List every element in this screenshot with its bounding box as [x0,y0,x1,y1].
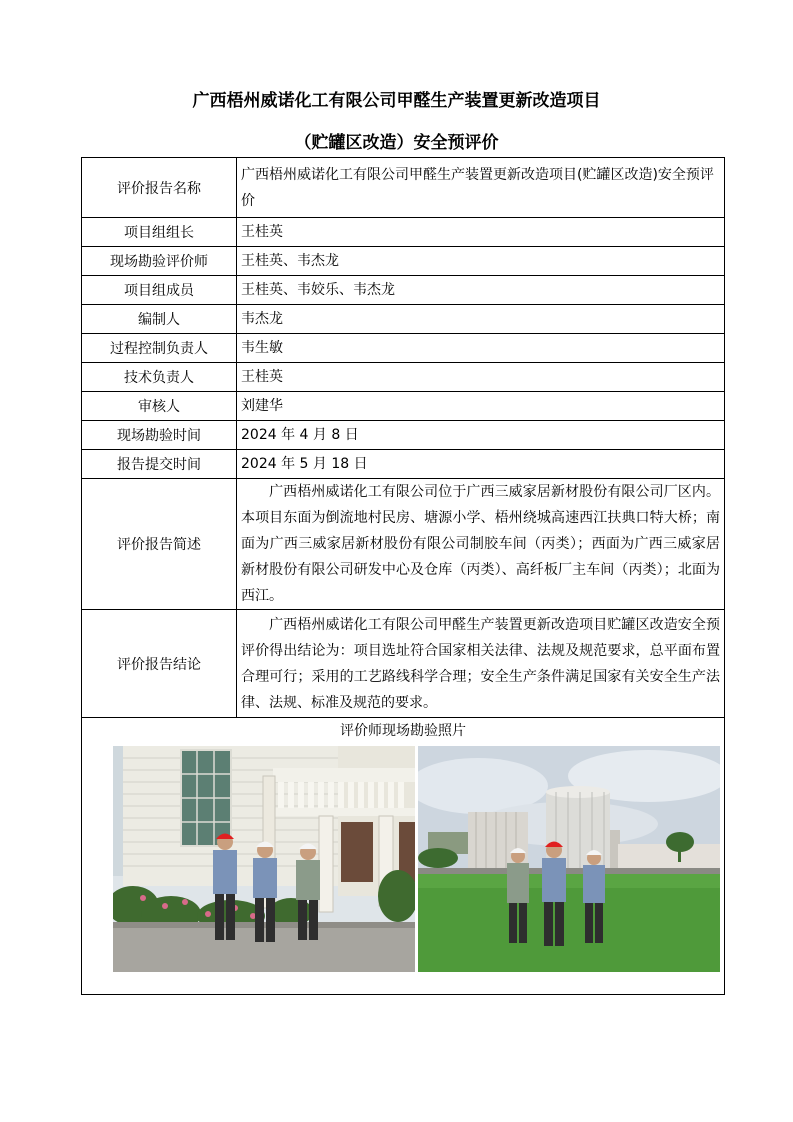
row-label-inspection-date: 现场勘验时间 [82,421,237,450]
row-value-reviewer: 刘建华 [237,392,725,421]
row-label-technical-lead: 技术负责人 [82,363,237,392]
row-value-technical-lead: 王桂英 [237,363,725,392]
row-label-report-name: 评价报告名称 [82,158,237,218]
row-value-compiler: 韦杰龙 [237,305,725,334]
conclusion-text: 广西梧州威诺化工有限公司甲醛生产装置更新改造项目贮罐区改造安全预评价得出结论为：项目选址符合国家相关法律、法规及规范要求，总平面布置合理可行；采用的工艺路线科学合理；安全生产条件满足国家有关安全生产法律、法规、标准及规范的要求。 [241,616,720,711]
row-value-team-members: 王桂英、韦姣乐、韦杰龙 [237,276,725,305]
photos-caption: 评价师现场勘验照片 [340,723,466,739]
row-value-inspection-date: 2024 年 4 月 8 日 [237,421,725,450]
row-label-team-leader: 项目组组长 [82,218,237,247]
row-value-report-name: 广西梧州威诺化工有限公司甲醛生产装置更新改造项目(贮罐区改造)安全预评价 [237,158,725,218]
row-label-reviewer: 审核人 [82,392,237,421]
table-row [82,718,725,995]
row-label-site-assessor: 现场勘验评价师 [82,247,237,276]
title-line-1: 广西梧州威诺化工有限公司甲醛生产装置更新改造项目 [192,91,601,111]
report-info-table [81,157,725,995]
photos-cell [82,718,725,995]
conclusion-label: 评价报告结论 [82,610,237,718]
table-row [82,479,725,610]
row-label-team-members: 项目组成员 [82,276,237,305]
row-value-team-leader: 王桂英 [237,218,725,247]
table-row [82,158,725,218]
summary-cell [237,479,725,610]
row-value-process-control: 韦生敏 [237,334,725,363]
table-row [82,450,725,479]
table-row [82,305,725,334]
summary-text: 广西梧州威诺化工有限公司位于广西三威家居新材股份有限公司厂区内。本项目东面为倒流地村民房、塘源小学、梧州绕城高速西江扶典口特大桥；南面为广西三威家居新材股份有限公司制胶车间（丙类）；西面为广西三威家居新材股份有限公司研发中心及仓库（丙类）、高纤板厂主车间（丙类）；北面为西江。 [241,484,720,604]
table-row [82,610,725,718]
table-row [82,276,725,305]
row-value-site-assessor: 王桂英、韦杰龙 [237,247,725,276]
tank-area-photo-graphic [418,746,720,972]
conclusion-cell [237,610,725,718]
office-photo-graphic [113,746,415,972]
table-row [82,392,725,421]
table-row [82,334,725,363]
summary-label: 评价报告简述 [82,479,237,610]
row-label-process-control: 过程控制负责人 [82,334,237,363]
site-photo-office [113,746,415,972]
photos-row [86,744,720,994]
row-label-compiler: 编制人 [82,305,237,334]
site-photo-tank-area [418,746,720,972]
title-line-2: （贮罐区改造）安全预评价 [294,133,499,153]
table-row [82,247,725,276]
table-row [82,218,725,247]
row-value-submission-date: 2024 年 5 月 18 日 [237,450,725,479]
row-label-submission-date: 报告提交时间 [82,450,237,479]
table-row [82,421,725,450]
table-row [82,363,725,392]
